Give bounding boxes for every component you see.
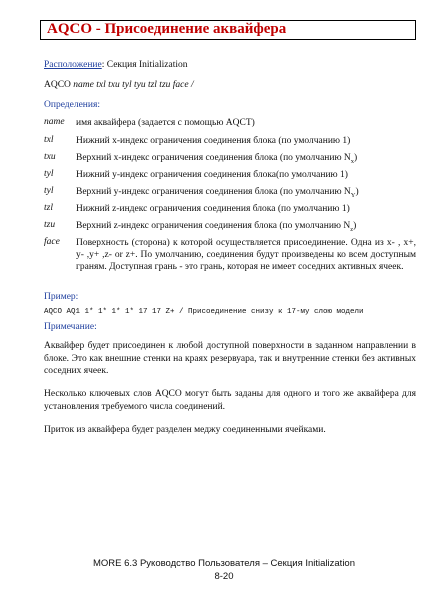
definition-key: txu xyxy=(44,152,56,162)
definition-text: Верхний z-индекс ограничения соединения блока (по умолчанию N xyxy=(76,221,351,231)
definition-key: face xyxy=(44,237,60,247)
definition-key: tzl xyxy=(44,203,53,213)
definition-tail: ) xyxy=(354,153,358,163)
definition-key: tyl xyxy=(44,169,54,179)
syntax-line xyxy=(44,80,194,90)
location-line xyxy=(44,60,188,70)
definition-text-group xyxy=(76,186,416,202)
definition-key: tzu xyxy=(44,220,56,230)
definition-text: Нижний x-индекс ограничения соединения блока (по умолчанию 1) xyxy=(76,136,351,146)
definition-text: Нижний z-индекс ограничения соединения блока (по умолчанию 1) xyxy=(76,204,350,214)
note-paragraph: Аквайфер будет присоединен к любой доступной поверхности в заданном направлении в блоке. Это как внешние стенки на краях резервуара, так и внутренние стенки без активных соседних ячеек. xyxy=(44,341,416,376)
page-title: AQCO - Присоединение аквайфера xyxy=(40,20,416,40)
definition-subscript: x xyxy=(350,157,355,165)
note-heading: Примечание: xyxy=(44,322,97,332)
definition-text: имя аквайфера (задается с помощью AQCT) xyxy=(76,118,255,128)
footer-title: MORE 6.3 Руководство Пользователя – Секция Initialization xyxy=(92,558,355,569)
definition-text-group xyxy=(76,152,416,168)
definition-tail: ) xyxy=(355,187,359,197)
definitions-heading: Определения: xyxy=(44,100,100,110)
example-code: AQCO AQ1 1* 1* 1* 1* 17 17 Z+ / Присоединение снизу к 17-му слою модели xyxy=(44,308,364,316)
definition-text: Верхний y-индекс ограничения соединения блока (по умолчанию N xyxy=(76,187,351,197)
location-label: Расположение xyxy=(44,60,102,70)
definition-key: txl xyxy=(44,135,54,145)
definition-key: tyl xyxy=(44,186,54,196)
syntax-args: name txl txu tyl tyu tzl tzu face / xyxy=(73,80,194,90)
definition-text: Нижний y-индекс ограничения соединения блока(по умолчанию 1) xyxy=(76,170,348,180)
definition-tail: ) xyxy=(353,221,357,231)
page-number: 8-20 xyxy=(214,571,234,582)
syntax-keyword: AQCO xyxy=(44,80,71,90)
definition-key: name xyxy=(44,117,65,127)
definition-subscript: z xyxy=(350,225,354,233)
definition-text: Поверхность (сторона) к которой осуществляется присоединение. Одна из x- , x+, y- ,y+ ,z- or z+. По умолчанию, соединения будут произведены ко всем доступным граням. Доступная грань - это грань, которая не имеет соседних активных ячеек. xyxy=(76,238,416,272)
note-paragraph: Несколько ключевых слов AQCO могут быть заданы для одного и того же аквайфера для установления требуемого числа соединений. xyxy=(44,389,416,412)
note-paragraph: Приток из аквайфера будет разделен меджу соединенными ячейками. xyxy=(44,425,326,435)
location-value: : Секция Initialization xyxy=(101,60,188,70)
definition-text: Верхний x-индекс ограничения соединения блока (по умолчанию N xyxy=(76,153,351,163)
example-heading: Пример: xyxy=(44,292,79,302)
definition-subscript: Y xyxy=(350,191,356,199)
definition-text-group xyxy=(76,220,416,236)
